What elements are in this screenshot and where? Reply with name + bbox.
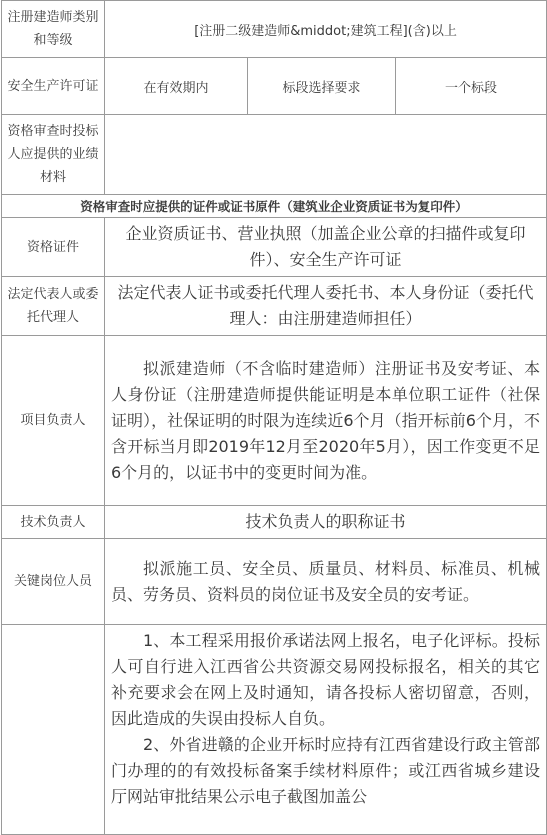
table-row	[2, 539, 547, 625]
legal-value: 法定代表人证书或委托代理人委托书、本人身份证（委托代理人：由注册建造师担任）	[105, 277, 547, 336]
key-text: 拟派施工员、安全员、质量员、材料员、标准员、机械员、劳务员、资料员的岗位证书及安全员的安考证。	[111, 558, 541, 604]
table-row	[2, 58, 547, 115]
notes-label	[2, 625, 105, 835]
table-row	[2, 625, 547, 835]
pm-label: 项目负责人	[2, 336, 105, 506]
notes-paragraph-1: 1、本工程采用报价承诺法网上报名，电子化评标。投标人可自行进入江西省公共资源交易网投标报名，相关的其它补充要求会在网上及时通知，请各投标人密切留意，否则，因此造成的失误由投标人自负。	[111, 631, 541, 728]
safety-lot-count: 一个标段	[396, 58, 547, 115]
table-row	[2, 218, 547, 277]
tech-value: 技术负责人的职称证书	[105, 506, 547, 539]
qual-value: 企业资质证书、营业执照（加盖企业公章的扫描件或复印件）、安全生产许可证	[105, 218, 547, 277]
pm-text: 拟派建造师（不含临时建造师）注册证书及安考证、本人身份证（注册建造师提供能证明是本单位职工证件（社保证明），社保证明的时限为连续近6个月（指开标前6个月，不含开标当月即2019年12月至2020年5月），因工作变更不足6个月的，以证书中的变更时间为准。	[111, 358, 541, 482]
reg-value: [注册二级建造师&middot;建筑工程](含)以上	[105, 1, 547, 58]
safety-validity: 在有效期内	[105, 58, 248, 115]
table-row	[2, 277, 547, 336]
qual-label: 资格证件	[2, 218, 105, 277]
pm-value	[105, 336, 547, 506]
table-row	[2, 506, 547, 539]
table-row	[2, 115, 547, 195]
notes-value	[105, 625, 547, 835]
safety-lot-requirement: 标段选择要求	[248, 58, 396, 115]
qualification-table	[1, 0, 547, 835]
table-row	[2, 336, 547, 506]
section-title: 资格审查时应提供的证件或证书原件（建筑业企业资质证书为复印件）	[2, 195, 547, 218]
safety-label: 安全生产许可证	[2, 58, 105, 115]
perf-label: 资格审查时投标人应提供的业绩材料	[2, 115, 105, 195]
table-row	[2, 195, 547, 218]
key-label: 关键岗位人员	[2, 539, 105, 625]
notes-paragraph-2: 2、外省进赣的企业开标时应持有江西省建设行政主管部门办理的的有效投标备案手续材料原件；或江西省城乡建设厅网站审批结果公示电子截图加盖公	[111, 735, 541, 806]
perf-value	[105, 115, 547, 195]
reg-label: 注册建造师类别和等级	[2, 1, 105, 58]
key-value	[105, 539, 547, 625]
legal-label: 法定代表人或委托代理人	[2, 277, 105, 336]
table-row	[2, 1, 547, 58]
tech-label: 技术负责人	[2, 506, 105, 539]
